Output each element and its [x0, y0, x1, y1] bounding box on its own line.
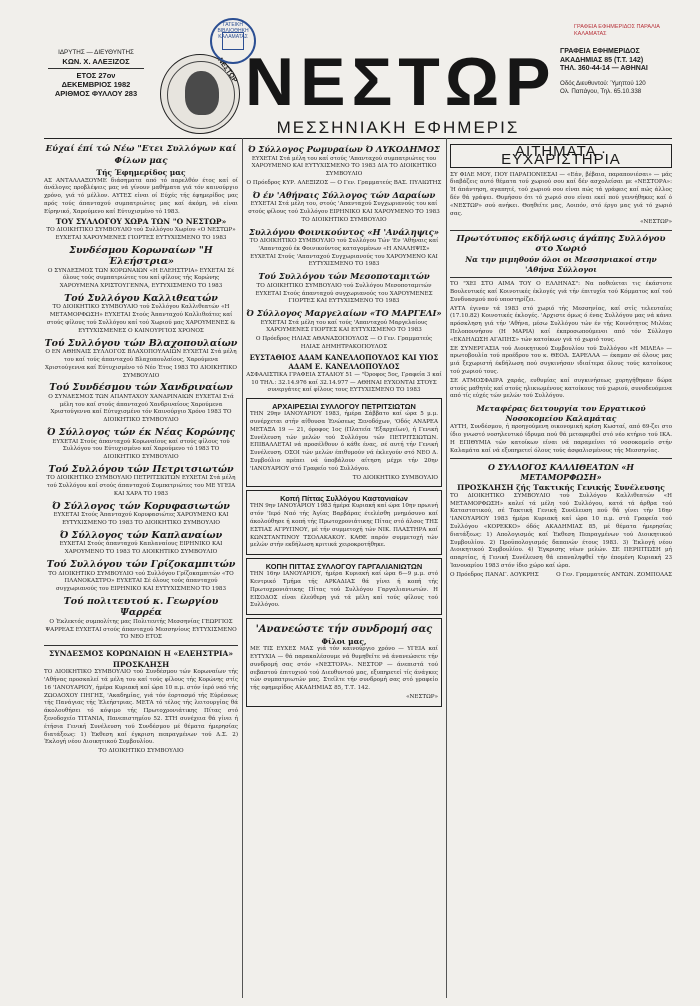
greeting-item: Συνδέσμου Κορωναίων "Η Έλεήστρια» Ο ΣΥΝΔΕΣΜΟΣ ΤΩΝ ΚΟΡΩΝΑΙΩΝ «Η ΕΛΕΗΣΤΡΙΑ» ΕΥΧΕΤΑΙ Σέ όλους τούς συμπατριώτες του καί φίλους τής Κορώνης ΧΑΡΟΥΜΕΝΑ ΧΡΙΣΤΟΥΓΕΝΝΑ, ΕΥΤΥΧΙΣΜΕΝΟ ΤΟ 1983	[47, 244, 235, 290]
year: ΕΤΟΣ 27ον	[76, 71, 116, 80]
article-pita-kastania	[246, 490, 442, 555]
main-article-subtitle: Να την μιμηθούν όλοι οι Μεσσηνιακοί στην 'Αθήνα Σύλλογοι	[465, 255, 657, 274]
ad-title: ΕΥΣΤΑΘΙΟΣ ΑΔΑΜ ΚΑΝΕΛΛΟΠΟΥΛΟΣ ΚΑΙ ΥΙΟΣ ΑΔΑΜ Ε. ΚΑΝΕΛΛΟΠΟΥΛΟΣ	[249, 352, 439, 372]
greeting-item: Τού Συλλόγου Καλλιθεατών ΤΟ ΔΙΟΙΚΗΤΙΚΟ ΣΥΜΒΟΥΛΙΟ τού Συλλόγου Καλλιθεατών «Η ΜΕΤΑΜΟΡΦΩΣΗ» ΕΥΧΕΤΑΙ Στούς Άπανταχού Καλλιθεάτες καί στούς φίλους τού Συλλόγου καί τού Χωριού μας ΧΑΡΟΥΜΕΝΕΣ & ΕΥΤΥΧΙΣΜΕΝΕΣ Ο ΚΑΙΝΟΥΡΓΙΟΣ ΧΡΟΝΟΣ	[46, 292, 236, 334]
column-divider-2	[446, 138, 447, 998]
requests-box-sign: «ΝΕΣΤΩΡ»	[640, 219, 672, 226]
article-elections	[246, 398, 442, 487]
greeting-item: Τού Συλλόγου τών Βλαχοπουλαίων Ο ΕΝ ΑΘΗΝΑΙΣ ΣΥΛΛΟΓΟΣ ΒΛΑΧΟΠΟΥΛΑΙΩΝ ΕΥΧΕΤΑΙ Στά μέλη του καί τούς άπανταχού Βλαχοπουλαίους, Χαρούμενα Χριστούγεννα καί Εύτυχισμένο τό Νέο Έτος 1983 ΤΟ ΔΙΟΙΚΗΤΙΚΟ ΣΥΜΒΟΥΛΙΟ	[44, 337, 238, 379]
issue-number: ΑΡΙΘΜΟΣ ΦΥΛΛΟΥ 283	[54, 89, 138, 98]
greeting-item: Τού Συνδέσμου τών Χανδριναίων Ο ΣΥΝΔΕΣΜΟΣ ΤΩΝ ΑΠΑΝΤΑΧΟΥ ΧΑΝΔΡΙΝΑΙΩΝ ΕΥΧΕΤΑΙ Στά μέλη του καί στούς άπανταχού Χανδριναίους Χαρούμενα Χριστούγεννα καί Εύτυχισμένο τόν Καινούργιο Χρόνο 1983 ΤΟ ΔΙΟΙΚΗΤΙΚΟ ΣΥΜΒΟΥΛΙΟ	[48, 382, 234, 424]
column-3	[450, 144, 672, 1000]
greeting-item: Ό Σύλλογος τών έκ Νέας Κορώνης ΕΥΧΕΤΑΙ Στούς άπανταχού Κορωναίους καί στούς φίλους τού Συλλόγου του Εύτυχισμένο καί Χαρούμενο τό 1983 ΤΟ ΔΙΟΙΚΗΤΙΚΟ ΣΥΜΒΟΥΛΙΟ	[46, 427, 236, 461]
stamp-text: ΓΑΤΕΙΚΗ ΒΙΒΛΙΟΘΗΚΗ ΚΑΛΑΜΑΤΑΣ	[217, 22, 249, 40]
newspaper-title: ΝΕΣΤΩΡ	[245, 44, 557, 120]
founder-name: ΚΩΝ. Χ. ΑΛΕΞΙΖΟΣ	[62, 57, 130, 66]
office-extra-1: Οδός Διευθυντού: Ύμηττού 120	[560, 79, 646, 87]
greeting-item: Ό Σύλλογος τών Καπλαναίων ΕΥΧΕΤΑΙ Στούς άπανταχού Καπλαναίους ΕΙΡΗΝΙΚΟ ΚΑΙ ΧΑΡΟΥΜΕΝΟ ΤΟ 1983 ΤΟ ΔΙΟΙΚΗΤΙΚΟ ΣΥΜΒΟΥΛΙΟ	[59, 529, 223, 556]
ad-body: ΑΣΦΑΛΙΣΤΙΚΑ ΓΡΑΦΕΙΑ ΣΤΑΔΙΟΥ 51 — "Όροφος 5ος, Γραφεία 3 καί 10 ΤΗΛ.: 32.14.976 καί 32.14.977 — ΑΘΗΝΑΙ ΕΥΧΟΝΤΑΙ ΣΤΟΥΣ συνεργάτες καί φίλους τους ΕΥΤΥΧΙΣΜΕΝΟ ΤΟ 1983	[246, 371, 442, 394]
greeting-item: Συλλόγου Φοινικούντος «Η 'Ανάληψις» ΤΟ ΔΙΟΙΚΗΤΙΚΟ ΣΥΜΒΟΥΛΙΟ τού Συλλόγου Τών 'Εν 'Αθήναις καί 'Απανταχού έκ Φοινικούντος καταγομένων «Η ΑΝΑΛΗΨΙΣ» ΕΥΧΕΤΑΙ Στούς 'Απανταχού Συγχωριανούς του ΧΑΡΟΥΜΕΝΟ ΚΑΙ ΕΥΤΥΧΙΣΜΕΝΟ ΤΟ 1983	[248, 226, 440, 268]
main-article-title: Πρωτότυπος εκδήλωσις άγάπης Συλλόγου στο Χωριό	[456, 234, 666, 255]
office-phone: ΤΗΛ. 360-44-14 — ΑΘΗΝΑΙ	[560, 65, 648, 73]
greeting-item: Ό Σύλλογος τών Κορυφασιωτών ΕΥΧΕΤΑΙ Στούς Άπανταχού Κορυφασιώτες ΧΑΡΟΥΜΕΝΟ ΚΑΙ ΕΥΤΥΧΙΣΜΕΝΟ ΤΟ 1983 ΤΟ ΔΙΟΙΚΗΤΙΚΟ ΣΥΜΒΟΥΛΙΟ	[52, 500, 230, 527]
article-title: 'Ανανεώστε τήν συνδρομή σας	[255, 624, 433, 636]
masthead-rule	[44, 138, 672, 139]
office-extra-2: Ολ. Παπάγου, Τηλ. 65.10.338	[560, 88, 642, 96]
date: ΔΕΚΕΜΒΡΙΟΣ 1982	[61, 80, 131, 89]
requests-box-body: ΣΥ ΦΙΛΕ ΜΟΥ, ΠΟΥ ΠΑΡΑΠΟΝΙΕΣΑΙ — «Εάν, βέβαια, παραπονιέσαι» — μάς διαβάζεις αυτό θέματα τού χωριού σου καί δέν ασχολείσαι με «ΝΕΣΤΟΡΑ»: Ή άπάντηση, αγαπητέ, τού χωριού σου είναι πώς τά γράφεις καί πώς άλλος δέν θά γράψει. Θυμήσου ότι τό χωριό σου είναι εκεί πού γεννήθηκες καί ό «ΝΕΣΤΩΡ» σού ανήκει. Θοηθείτε μας, Λοιπόν, στό έργο μας γιά τό χωριό σας.	[450, 171, 672, 217]
kallithea-notice-subtitle: ΠΡΟΣΚΛΗΣΗ ζής Τακτικής Γενικής Συνέλευσης	[457, 483, 665, 493]
greetings-intro: ΑΣ ΑΝΤΑΛΛΑΞΟΥΜΕ διάσηματα από τό παρελθόν έτος καί οί άνάλογες προβλέψεις μας νά γίνουν μαθήματα γιά τόν καινούργιο χρόνο, γιά τό μέλλον. ΑΥΤΕΣ είναι οί Εύχές τής έφημερίδος μας πρός τούς άπανταχού συμπατριώτες μας καί άκόμη, νά είναι Είρηνικό, Χαρούμενο καί Εύτυχισμένο τό 1983.	[44, 177, 238, 215]
secretary-sign: Ο Γεν. Γραμματεύς ΑΝΤΩΝ. ΖΟΜΠΟΛΑΣ	[556, 571, 672, 578]
main-article-quote: ΤΟ "ΧΕΙ ΣΤΟ ΑΙΜΑ ΤΟΥ Ο ΕΛΛΗΝΑΣ": Να ποθεύεται τις έκάστοτε Βουλευτικές καί Κοινοτικές έκλογές γιά τήν έπιτυχία τού Κόμματος καί τού Συνδυασμού πού υποστηρίζει.	[450, 281, 672, 303]
newspaper-subtitle: ΜΕΣΣΗΝΙΑΚΗ ΕΦΗΜΕΡΙΣ	[276, 118, 520, 137]
article-title: ΑΡΧΑΙΡΕΣΙΑΙ ΣΥΛΛΟΓΟΥ ΠΕΤΡΙΤΣΙΩΤΩΝ	[272, 402, 416, 412]
article-title: Κοπή Πίττας Συλλόγου Καστανιαίων	[280, 494, 408, 504]
column-divider-1	[242, 138, 243, 998]
hospital-article-title: Μεταφέρας δειτουργία του Εργατικού Νοσοκομείου Καλαμάτας	[476, 404, 646, 424]
kallithea-notice-title: Ο ΣΥΛΛΟΓΟΣ ΚΑΛΛΙΘΕΑΤΩΝ «Η ΜΕΤΑΜΟΡΦΩΣΗ»	[488, 462, 634, 483]
greeting-item: Τού πολιτευτού κ. Γεωργίου Ψαρρέα Ο Έκλεκτός συμπολίτης μας Πολιτευτής Μεσσηνίας ΓΕΩΡΓΙΟΣ ΨΑΡΡΕΑΣ ΕΥΧΕΤΑΙ στούς άπανταχού Μεσσηνίους ΕΥΤΥΧΙΣΜΕΝΟ ΤΟ ΝΕΟ ΕΤΟΣ	[45, 595, 237, 641]
kallithea-notice-body: ΤΟ ΔΙΟΙΚΗΤΙΚΟ ΣΥΜΒΟΥΛΙΟ τού Συλλόγου Καλλιθεατών «Η ΜΕΤΑΜΟΡΦΩΣΗ» καλεί τά μέλη τού Συλλόγου, κατά τά άρθρα τού Καταστατικού, σέ Τακτική Γενική Συνέλευση πού θά γίνει τήν 16ην 'ΙΑΝΟΥΑΡΙΟΥ 1983 ήμέρα Κυριακή καί ώρα 10 π.μ. στά Γραφεία τού Συλλόγου «ΚΟΡΕΚΚΟ» όδός ΑΚΑΔΗΜΙΑΣ 85, μέ θέματα ήμερησίας διατάξεως: 1) Απολογισμός καί Έκθεση Πεπραγμένων τού Διοικητικού Συμβουλίου. 2) Προϋπολογισμός δαπανών έτους 1983. 3) Έκλογή νέου Διοικητικού Συμβουλίου. 4) Έγκρισης νέων μελών. ΣΕ ΠΕΡΙΠΤΩΣΗ μή απαρτίας, ή Γενική Συνέλευση θά επαναληφθεί τήν έπομένη Κυριακή 23 Ίανουαρίου 1983 στόν ίδιο χώρο καί ώρα.	[450, 492, 672, 569]
office-label: ΓΡΑΦΕΙΑ ΕΦΗΜΕΡΙΔΟΣ	[560, 48, 640, 55]
greeting-item: ΤΟΥ ΣΥΛΛΟΓΟΥ ΧΩΡΑ ΤΩΝ "Ο ΝΕΣΤΩΡ» ΤΟ ΔΙΟΙΚΗΤΙΚΟ ΣΥΜΒΟΥΛΙΟ τού Συλλόγου Χωρίου «Ο ΝΕΣΤΩΡ» ΕΥΧΕΤΑΙ ΧΑΡΟΥΜΕΝΕΣ ΓΙΟΡΤΕΣ ΕΥΤΥΧΙΣΜΕΝΟ ΤΟ 1983	[46, 217, 236, 241]
masthead-right-info	[560, 24, 690, 97]
greeting-item: Ό Σύλλογος Μαργελαίων «ΤΟ ΜΑΡΓΕΛΙ» ΕΥΧΕΤΑΙ Στά μέλη του καί τούς 'Απανταχού Μαργελαίους ΧΑΡΟΥΜΕΝΕΣ ΓΙΟΡΤΕΣ ΚΑΙ ΕΥΤΥΧΙΣΜΕΝΟ ΤΟ 1983 Ο Πρόεδρος ΗΛΙΑΣ ΑΘΑΝΑΣΟΠΟΥΛΟΣ — Ο Γεν. Γραμματεύς ΗΛΙΑΣ ΔΗΜΗΤΡΑΚΟΠΟΥΛΟΣ	[246, 308, 442, 351]
masthead	[40, 18, 680, 136]
kallithea-notice-signatures	[450, 572, 672, 580]
office-address: ΑΚΑΔΗΜΙΑΣ 85 (Τ.Τ. 142)	[560, 56, 644, 64]
greetings-heading: Εύχαί έπί τώ Νέω "Ετει Συλλόγων καί Φίλων μας	[45, 144, 237, 166]
president-sign: Ο Πρόεδρος ΠΑΝΑΓ. ΔΟΥΚΡΗΣ	[450, 571, 539, 578]
notice-subtitle: ΠΡΟΣΚΛΗΣΗ	[112, 659, 170, 669]
greeting-item: Ό Σύλλογος Ρωμυραίων Ό ΛΥΚΟΔΗΜΟΣ ΕΥΧΕΤΑΙ Στά μέλη του καί στούς 'Απανταχού συμπατριώτες του ΧΑΡΟΥΜΕΝΟ ΚΑΙ ΕΥΤΥΧΙΣΜΕΝΟ ΤΟ 1983 ΔΙΑ ΤΟ ΔΙΟΙΚΗΤΙΚΟ ΣΥΜΒΟΥΛΙΟ Ο Πρόεδρος ΚΥΡ. ΑΛΕΞΙΖΟΣ — Ο Γεν. Γραμματεύς ΒΑΣ. ΠΥΛΙΩΤΗΣ	[246, 144, 442, 186]
requests-box-title: ΑΙΤΗΜΑΤΑ · ΕΥΧΑΡΙΣΤΗΡΙΑ	[450, 144, 672, 168]
notice-body: ΤΟ ΔΙΟΙΚΗΤΙΚΟ ΣΥΜΒΟΥΛΙΟ τού Συνδέσμου τών Κορωναίων τής 'Αθήνας προσκαλεί τά μέλη του καί τούς φίλους τής Κορώνης στίς 16 'ΙΑΝΟΥΑΡΙΟΥ, ήμέρα Κυριακή καί ώρα 10 π.μ. στόν ίερό ναό τής ΖΩΟΔΟΧΟΥ ΠΗΓΗΣ, 'Ακαδημίας, γιά τόν έορτασμό τής Εύρέσεως τής Πανάγιας τής Έλεήστριας. ΜΕΤΑ τό τέλος τής λειτουργίας θά άκολουθήσει τό κόψιμο τής Πρωτοχρονιάτικης Πίτας στό ξενοδοχείο ΤΙΤΑΝΙΑ, Πανεπιστημίου 52. ΣΤΗ συνέχεια θά γίνει ή έτήσια Γενική Συνέλευση τού Συνδέσμου μέ θέματα ήμερησίας διατάξεως: 1) Έκθεση καί έγκριση πεπραγμένων τού Δ.Σ. 2) Έκλογή νέου Διοικητικού Συμβουλίου.	[44, 669, 238, 746]
main-article-body-2: ΣΕ ΣΥΝΕΡΓΑΣΙΑ τού Διοικητικού Συμβουλίου τού Συλλόγου «Η ΜΙΛΕΑ» — πρωτοβουλία τού προέδρου του κ. ΘΕΟΔ. ΣΑΡΕΛΛΑ — έκαμαν σέ όλους μας μιά ξεχωριστή έκδήλωση πού συγκινήσαν ιδιαίτερα όλους τούς κατοίκους τού χωριού τους.	[450, 345, 672, 375]
founder-label: ΙΔΡΥΤΗΣ — ΔΙΕΥΘΥΝΤΗΣ	[58, 49, 134, 56]
article-sign: «ΝΕΣΤΩΡ»	[406, 693, 438, 700]
column-2	[246, 142, 442, 1000]
hospital-article-body: ΑΥΤΗ, Συνδέσμου, ή προηγούμενη οικονομική κρίση Κωσταί, από 69-ζει στο ίδιο γνωστό νοσηλευτικό ίδρυμα πού θά μεταφερθεί στό νέο κτήριο τού ΙΚΑ. Η ΕΠΙΘΥΜΙΑ τών κατοίκων είναι νά παραμείνει τό νοσοκομείο στήν Καλαμάτα καί νά εξυπηρετεί όλους τούς άσφαλισμένους τής Μεσσηνίας.	[450, 424, 672, 454]
insurance-ad	[246, 353, 442, 395]
main-article-body-3: ΣΕ ΑΤΜΟΣΦΑΙΡΑ χαράς, ευθυμίας καί συγκινήσεως χορηγήθηκαν δώρα στούς μαθητές καί στούς ηλικιωμένους κατοίκους τού χωριού, συνοδευόμενα από τίς εύχές τών μελών τού Συλλόγου.	[450, 377, 672, 400]
greetings-subheading: Τής Έφημερίδος μας	[96, 168, 186, 177]
article-subtitle: Φίλοι μας,	[321, 636, 367, 646]
column-1	[44, 142, 238, 1000]
masthead-left-info	[48, 48, 144, 98]
notice-title: ΣΥΝΔΕΣΜΟΣ ΚΟΡΩΝΑΙΩΝ Η «ΕΛΕΗΣΤΡΙΑ»	[48, 649, 234, 659]
nestor-medallion-icon	[160, 54, 240, 134]
article-body: ΤΗΝ 16ην ΙΑΝΟΥΑΡΙΟΥ, ήμέρα Κυριακή καί ώρα 6—9 μ.μ. στό Κεντρικό Τμήμα τής ΑΡΚΑΔΙΑΣ θά γίνει ή κοπή τής Πρωτοχρονιάτικης Πίτας τού Συλλόγου Γαργαλιανιωτών. Η ΕΙΣΟΔΟΣ είναι έλεύθερη γιά τά μέλη καί τούς φίλους τού Συλλόγου.	[250, 571, 438, 609]
article-title: ΚΟΠΗ ΠΙΤΤΑΣ ΣΥΛΛΟΓΟΥ ΓΑΡΓΑΛΙΑΝΙΩΤΩΝ	[265, 562, 423, 572]
article-body: ΤΗΝ 9ην ΙΑΝΟΥΑΡΙΟΥ 1983 ήμέρα Κυριακή καί ώρα 10ην πρωινή στόν 'Ιερό Ναό τής Άγίας Βαρβάρας έτελέσθη μνημόσυνο καί άκολούθησε ή κοπή τής Πρωτοχρονιάτικης Πίτας στό άλσος ΤΗΣ ΕΣΤΙΑΣ ΑΓΡΥΠΝΟΥ, μέ τήν συμμετοχή τών ΝΙΚ. ΠΛΑΣΤΗΡΑ καί ΚΩΝΣΤΑΝΤΙΝΟΥ ΤΣΟΛΑΚΑΚΟΥ. ΚΑΘΕ παρόν συμμετοχή τών μελών στήν εκδήλωση κριτικά χειροκροτήθηκε.	[250, 503, 438, 549]
greeting-item: Τού Συλλόγου τών Πετριτσιωτών ΤΟ ΔΙΟΙΚΗΤΙΚΟ ΣΥΜΒΟΥΛΙΟ ΠΕΤΡΙΤΣΙΩΤΩΝ ΕΥΧΕΤΑΙ Στά μέλη τού Συλλόγου καί στούς άπανταχού Συμπατριώτες του ΜΕ ΥΓΕΙΑ ΚΑΙ ΧΑΡΑ ΤΟ 1983	[46, 463, 236, 498]
notice-sign: ΤΟ ΔΙΟΙΚΗΤΙΚΟ ΣΥΜΒΟΥΛΙΟ	[98, 748, 184, 755]
main-article-body: ΑΥΤΑ έγιναν τά 1983 στό χωριό τής Μεσσηνίας, καί στίς τελευταίες (17.10.82) Κοινοτικές έκλογές. 'Αρχιστε όμως ό ένας Συλλόγου μας νά κάνει πρόσκληση γιά τήν 'Αθήνα, μέσω Συλλόγου τών έν τής Κοινότητος Μιλέας Πελοποννήσου (Η ΜΑΡΙΑ) καί έκπροσωπούμενοι από τόν Σύλλογο «ΕΚΔΗΛΩΣΗ ΑΓΑΠΗΣ» τών κατοίκων γιά τό χωριό τους.	[450, 305, 672, 343]
greeting-item: Τού Συλλόγου τών Γρίζοκαμπιτών ΤΟ ΔΙΟΙΚΗΤΙΚΟ ΣΥΜΒΟΥΛΙΟ τού Συλλόγου Γρίζοκαμπιτών «ΤΟ ΠΛΑΝΟΚΑΣΤΡΟ» ΕΥΧΕΤΑΙ Σέ όλους τούς άπανταχού συγχωριανούς του ΕΙΡΗΝΙΚΟ ΚΑΙ ΕΥΤΥΧΙΣΜΕΝΟ ΤΟ 1983	[46, 559, 236, 593]
red-stamp-text: ΓΡΑΦΕΙΑ ΕΦΗΜΕΡΙΔΟΣ ΠΑΡΑΛΙΑ ΚΑΛΑΜΑΤΑΣ	[574, 24, 660, 37]
article-body: ΤΗΝ 29ην ΙΑΝΟΥΑΡΙΟΥ 1983, ήμέρα Σάββατο καί ώρα 5 μ.μ. συνέρχεται στήν αίθουσα Ένώσεως Ξενοδόχων, 'Οδός ΑΝΔΡΕΑ ΜΕΤΑΞΑ 19 — 21, όροφος 1ος (Πλατεία 'Εξαρχείων), ή Γενική Συνέλευση τών μελών τού Συλλόγου τών ΠΕΤΡΙΤΣΙΩΤΩΝ. ΕΠΙΒΑΛΛΕΤΑΙ νά προσέλθουν ό κάθε ένας, σέ αυτή τήν Γενική Συνέλευση. ΟΣΟΙ τών μελών έπιθυμούν νά έκλεγούν στό ΝΕΟ Δ. Συμβούλιο πρέπει νά ύποβάλουν αίτηση μέχρι τήν 20ην 'ΙΑΝΟΥΑΡΙΟΥ στό Γραφείο τού Συλλόγου.	[250, 411, 438, 472]
article-subscription	[246, 618, 442, 707]
greeting-item: Τού Συλλόγου τών Μεσοποταμιτών ΤΟ ΔΙΟΙΚΗΤΙΚΟ ΣΥΜΒΟΥΛΙΟ τού Συλλόγου Μεσοποταμιτών ΕΥΧΕΤΑΙ Στούς άπανταχού συγχωριανούς του ΧΑΡΟΥΜΕΝΕΣ ΓΙΟΡΤΕΣ ΚΑΙ ΕΥΤΥΧΙΣΜΕΝΟ ΤΟ 1983	[255, 271, 433, 305]
logo-text: ΝΕΣΤΩΡ	[216, 56, 239, 85]
greeting-item: Ό έν 'Αθήναις Σύλλογος τών Δαραίων ΕΥΧΕΤΑΙ Στά μέλη του, στούς 'Απανταχού Συγχωριανούς του καί στούς φίλους τού Συλλόγου ΕΙΡΗΝΙΚΟ ΚΑΙ ΧΑΡΟΥΜΕΝΟ ΤΟ 1983 ΤΟ ΔΙΟΙΚΗΤΙΚΟ ΣΥΜΒΟΥΛΙΟ	[248, 189, 440, 223]
article-pita-gargalianoi	[246, 558, 442, 615]
article-body: ΜΕ ΤΙΣ ΕΥΧΕΣ ΜΑΣ γιά τόν καινούργιο χρόνο — ΥΓΕΙΑ καί ΕΥΤΥΧΙΑ — θά παρακαλέσουμε νά θυμηθείτε νά άνανεώσετε τήν συνδρομή σας στόν «ΝΕΣΤΟΡΑ». ΝΕΣΤΟΡ — άνεπιστά τού σεβαστού έπιτυχιού τού Διευθυντού μας, εξυπηρετεί τίς άνάγκες τών συμπατριωτών μας. Στείλτε τήν συνδρομή σας στό γραφείο τής εφημερίδος ΑΚΑΔΗΜΙΑΣ 85, Τ.Τ. 142.	[250, 646, 438, 692]
article-sign: ΤΟ ΔΙΟΙΚΗΤΙΚΟ ΣΥΜΒΟΥΛΙΟ	[352, 474, 438, 481]
